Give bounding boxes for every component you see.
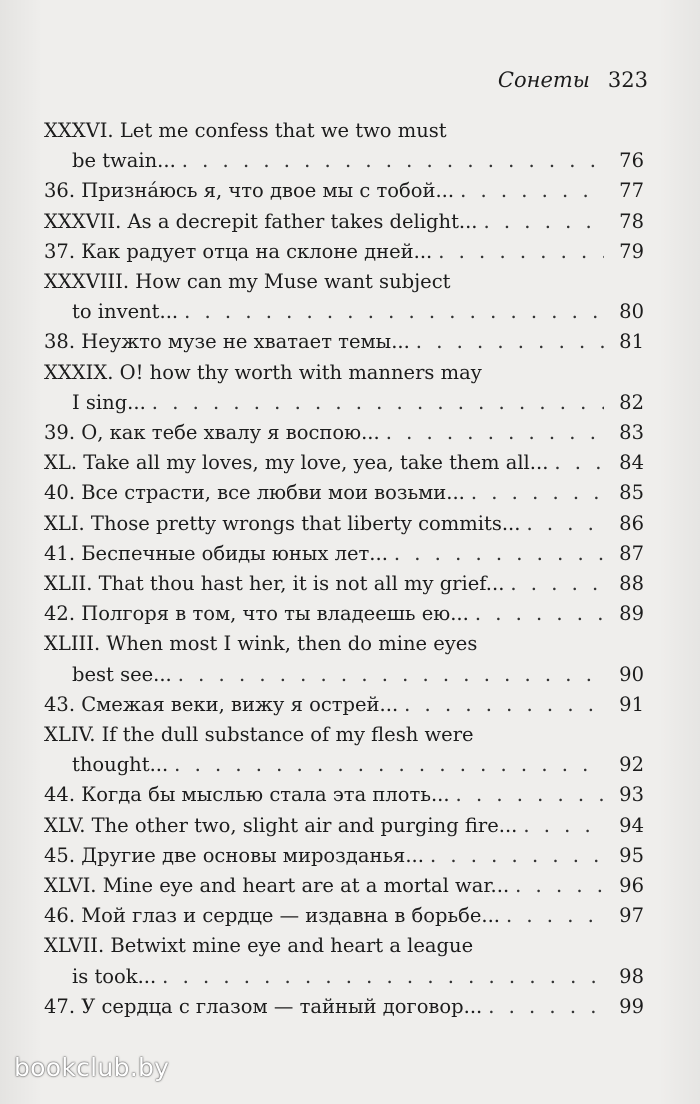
toc-entry-title: 39. О, как тебе хвалу я воспою... [44, 421, 380, 445]
dot-leader [182, 146, 604, 176]
toc-entry-page-number: 82 [619, 390, 644, 414]
toc-entry-page-number: 87 [619, 541, 644, 565]
toc-entry-title: XXXVII. As a decrepit father takes delight... [44, 209, 478, 233]
toc-entry [44, 841, 644, 871]
toc-entry-page-number: 79 [619, 239, 644, 263]
running-header [498, 68, 648, 92]
header-page-number: 323 [607, 68, 648, 92]
toc-entry-page-number: 94 [619, 813, 644, 837]
toc-entry-page-number: 95 [619, 843, 644, 867]
dot-leader [386, 418, 604, 448]
toc-entry-title: XL. Take all my loves, my love, yea, take them all... [44, 451, 549, 475]
toc-entry-title: XLII. That thou hast her, it is not all my grief... [44, 572, 505, 596]
toc-entry-line [44, 690, 644, 720]
dot-leader [515, 871, 604, 901]
toc-entry-page-number: 78 [619, 209, 644, 233]
toc-entry-title: 38. Неужто музе не хватает темы... [44, 330, 410, 354]
toc-entry-title-line: XLIV. If the dull substance of my flesh were [44, 723, 474, 747]
toc-entry-page-number: 92 [619, 753, 644, 777]
toc-entry-line [44, 388, 644, 418]
toc-entry [44, 176, 644, 206]
toc-entry [44, 358, 644, 418]
toc-entry [44, 690, 644, 720]
dot-leader [510, 569, 604, 599]
toc-entry-line [44, 478, 644, 508]
toc-entry-page-number: 84 [619, 451, 644, 475]
dot-leader [456, 780, 604, 810]
toc-entry [44, 992, 644, 1022]
toc-entry-title: 36. Признáюсь я, что двое мы с тобой... [44, 179, 455, 203]
toc-entry-line [44, 841, 644, 871]
toc-entry-line [44, 901, 644, 931]
toc-entry-title: XLV. The other two, slight air and purging fire... [44, 813, 518, 837]
toc-entry-title: be twain... [72, 149, 176, 173]
dot-leader [475, 599, 604, 629]
toc-entry-page-number: 96 [619, 874, 644, 898]
toc-entry-line [44, 539, 644, 569]
dot-leader [430, 841, 604, 871]
toc-entry-line [44, 750, 644, 780]
toc-entry-title: 44. Когда бы мыслью стала эта плоть... [44, 783, 450, 807]
toc-entry-line [44, 146, 644, 176]
toc-entry-page-number: 99 [619, 994, 644, 1018]
dot-leader [526, 509, 604, 539]
toc-entry-page-number: 97 [619, 904, 644, 928]
dot-leader [484, 207, 605, 237]
toc-entry-line [44, 509, 644, 539]
toc-entry-line [44, 780, 644, 810]
toc-entry [44, 780, 644, 810]
dot-leader [174, 750, 604, 780]
toc-entry-line [44, 660, 644, 690]
watermark: bookclub.by [14, 1053, 170, 1082]
toc-entry-page-number: 77 [619, 179, 644, 203]
toc-entry-title: 40. Все страсти, все любви мои возьми... [44, 481, 465, 505]
toc-entry [44, 901, 644, 931]
toc-entry [44, 599, 644, 629]
toc-entry [44, 207, 644, 237]
dot-leader [404, 690, 604, 720]
toc-entry-title: 43. Смежая веки, вижу я острей... [44, 692, 399, 716]
dot-leader [416, 327, 604, 357]
toc-entry-title-line: XXXVIII. How can my Muse want subject [44, 270, 451, 294]
toc-entry-title-line: XLVII. Betwixt mine eye and heart a league [44, 934, 474, 958]
toc-entry-line [44, 176, 644, 206]
toc-entry [44, 931, 644, 991]
toc-entry-line [44, 297, 644, 327]
toc-entry [44, 478, 644, 508]
toc-entry [44, 237, 644, 267]
toc-entry-line [44, 207, 644, 237]
toc-entry [44, 569, 644, 599]
toc-entry-title: 46. Мой глаз и сердце — издавна в борьбе... [44, 904, 500, 928]
toc-entry-title: 37. Как радует отца на склоне дней... [44, 239, 433, 263]
toc-entry-title-line: XXXVI. Let me confess that we two must [44, 119, 447, 142]
toc-entry-line [44, 871, 644, 901]
toc-entry-title: XLI. Those pretty wrongs that liberty commits... [44, 511, 521, 535]
header-title: Сонеты [497, 68, 590, 92]
toc-entry-page-number: 81 [619, 330, 644, 354]
toc-entry [44, 539, 644, 569]
toc-entry-page-number: 91 [619, 692, 644, 716]
toc-entry [44, 509, 644, 539]
toc-entry-title: to invent... [72, 300, 179, 324]
toc-entry-title: 41. Беспечные обиды юных лет... [44, 541, 388, 565]
dot-leader [152, 388, 604, 418]
toc-entry-page-number: 80 [619, 300, 644, 324]
toc-entry-title: I sing... [72, 390, 146, 414]
toc-entry-title: thought... [72, 753, 169, 777]
toc-entry [44, 116, 644, 176]
toc-entry-line [44, 237, 644, 267]
toc-entry-line [44, 599, 644, 629]
toc-entry-title-line: XLIII. When most I wink, then do mine eyes [44, 632, 478, 656]
toc-entry-title: 42. Полгоря в том, что ты владеешь ею... [44, 602, 469, 626]
toc-entry [44, 418, 644, 448]
table-of-contents [44, 116, 644, 1022]
toc-entry-page-number: 98 [619, 964, 644, 988]
toc-entry-title: best see... [72, 662, 172, 686]
toc-entry-title: XLVI. Mine eye and heart are at a mortal war... [44, 874, 510, 898]
toc-entry-line [44, 327, 644, 357]
toc-entry-page-number: 86 [619, 511, 644, 535]
dot-leader [471, 478, 604, 508]
toc-entry-page-number: 83 [619, 421, 644, 445]
toc-entry [44, 267, 644, 327]
toc-entry-page-number: 90 [619, 662, 644, 686]
toc-entry [44, 629, 644, 689]
toc-entry-title: is took... [72, 964, 157, 988]
toc-entry-page-number: 89 [619, 602, 644, 626]
toc-entry-page-number: 76 [619, 149, 644, 173]
toc-entry [44, 871, 644, 901]
toc-entry-line [44, 962, 644, 992]
toc-entry-page-number: 85 [619, 481, 644, 505]
dot-leader [523, 811, 604, 841]
toc-entry-page-number: 93 [619, 783, 644, 807]
dot-leader [506, 901, 604, 931]
toc-entry [44, 327, 644, 357]
dot-leader [460, 176, 604, 206]
toc-entry-title-line: XXXIX. O! how thy worth with manners may [44, 360, 482, 384]
dot-leader [184, 297, 604, 327]
toc-entry [44, 448, 644, 478]
toc-entry [44, 811, 644, 841]
toc-entry-title: 45. Другие две основы мирозданья... [44, 843, 424, 867]
toc-entry-title: 47. У сердца с глазом — тайный договор... [44, 994, 483, 1018]
dot-leader [438, 237, 604, 267]
dot-leader [178, 660, 604, 690]
toc-entry-page-number: 88 [619, 572, 644, 596]
toc-entry-line [44, 992, 644, 1022]
toc-entry-line [44, 569, 644, 599]
dot-leader [162, 962, 604, 992]
dot-leader [394, 539, 604, 569]
dot-leader [554, 448, 604, 478]
dot-leader [488, 992, 604, 1022]
toc-entry-line [44, 448, 644, 478]
toc-entry [44, 720, 644, 780]
toc-entry-line [44, 811, 644, 841]
toc-entry-line [44, 418, 644, 448]
